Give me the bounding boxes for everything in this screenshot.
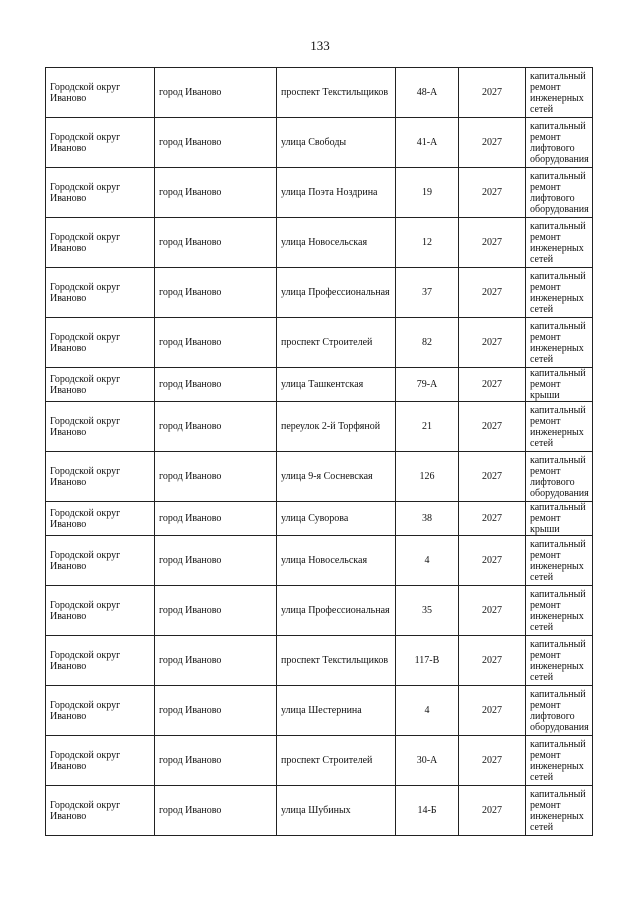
street-cell: переулок 2-й Торфяной (277, 402, 396, 452)
street-cell: улица Новосельская (277, 218, 396, 268)
house-cell: 4 (396, 536, 459, 586)
work-type-cell: капитальный ремонт инженерных сетей (526, 402, 593, 452)
house-cell: 41-А (396, 118, 459, 168)
street-cell: улица Ташкентская (277, 368, 396, 402)
year-cell: 2027 (459, 118, 526, 168)
table-row (46, 118, 593, 168)
city-cell: город Иваново (155, 268, 277, 318)
city-cell: город Иваново (155, 736, 277, 786)
work-type-cell: капитальный ремонт лифтового оборудования (526, 452, 593, 502)
house-cell: 4 (396, 686, 459, 736)
work-type-cell: капитальный ремонт крыши (526, 368, 593, 402)
city-cell: город Иваново (155, 118, 277, 168)
table-row (46, 368, 593, 402)
work-type-cell: капитальный ремонт крыши (526, 502, 593, 536)
work-type-cell: капитальный ремонт инженерных сетей (526, 586, 593, 636)
okrug-cell: Городской округ Иваново (46, 786, 155, 836)
work-type-cell: капитальный ремонт лифтового оборудования (526, 168, 593, 218)
city-cell: город Иваново (155, 502, 277, 536)
house-cell: 79-А (396, 368, 459, 402)
street-cell: проспект Текстильщиков (277, 636, 396, 686)
house-cell: 37 (396, 268, 459, 318)
house-cell: 35 (396, 586, 459, 636)
city-cell: город Иваново (155, 536, 277, 586)
work-type-cell: капитальный ремонт инженерных сетей (526, 318, 593, 368)
work-type-cell: капитальный ремонт инженерных сетей (526, 218, 593, 268)
street-cell: улица Профессиональная (277, 586, 396, 636)
table-row (46, 786, 593, 836)
year-cell: 2027 (459, 736, 526, 786)
year-cell: 2027 (459, 218, 526, 268)
okrug-cell: Городской округ Иваново (46, 368, 155, 402)
work-type-cell: капитальный ремонт лифтового оборудования (526, 686, 593, 736)
street-cell: улица Шубиных (277, 786, 396, 836)
year-cell: 2027 (459, 686, 526, 736)
city-cell: город Иваново (155, 368, 277, 402)
city-cell: город Иваново (155, 786, 277, 836)
table-row (46, 452, 593, 502)
table-row (46, 536, 593, 586)
page-number: 133 (310, 38, 330, 53)
okrug-cell: Городской округ Иваново (46, 168, 155, 218)
table-body (46, 68, 593, 836)
work-type-cell: капитальный ремонт лифтового оборудования (526, 118, 593, 168)
okrug-cell: Городской округ Иваново (46, 636, 155, 686)
okrug-cell: Городской округ Иваново (46, 218, 155, 268)
work-type-cell: капитальный ремонт инженерных сетей (526, 636, 593, 686)
work-type-cell: капитальный ремонт инженерных сетей (526, 268, 593, 318)
year-cell: 2027 (459, 502, 526, 536)
street-cell: улица Свободы (277, 118, 396, 168)
table-row (46, 586, 593, 636)
year-cell: 2027 (459, 536, 526, 586)
city-cell: город Иваново (155, 68, 277, 118)
table-row (46, 218, 593, 268)
table-row (46, 402, 593, 452)
okrug-cell: Городской округ Иваново (46, 586, 155, 636)
street-cell: улица Поэта Ноздрина (277, 168, 396, 218)
year-cell: 2027 (459, 402, 526, 452)
year-cell: 2027 (459, 268, 526, 318)
table-row (46, 636, 593, 686)
street-cell: улица Новосельская (277, 536, 396, 586)
year-cell: 2027 (459, 68, 526, 118)
street-cell: улица 9-я Сосневская (277, 452, 396, 502)
okrug-cell: Городской округ Иваново (46, 268, 155, 318)
street-cell: улица Шестернина (277, 686, 396, 736)
table-row (46, 68, 593, 118)
street-cell: улица Профессиональная (277, 268, 396, 318)
city-cell: город Иваново (155, 452, 277, 502)
house-cell: 117-В (396, 636, 459, 686)
house-cell: 126 (396, 452, 459, 502)
street-cell: проспект Строителей (277, 736, 396, 786)
city-cell: город Иваново (155, 636, 277, 686)
table-row (46, 502, 593, 536)
street-cell: проспект Текстильщиков (277, 68, 396, 118)
city-cell: город Иваново (155, 168, 277, 218)
house-cell: 19 (396, 168, 459, 218)
house-cell: 14-Б (396, 786, 459, 836)
house-cell: 38 (396, 502, 459, 536)
year-cell: 2027 (459, 586, 526, 636)
house-cell: 82 (396, 318, 459, 368)
year-cell: 2027 (459, 452, 526, 502)
table-row (46, 168, 593, 218)
okrug-cell: Городской округ Иваново (46, 536, 155, 586)
okrug-cell: Городской округ Иваново (46, 118, 155, 168)
year-cell: 2027 (459, 368, 526, 402)
table-row (46, 686, 593, 736)
work-type-cell: капитальный ремонт инженерных сетей (526, 736, 593, 786)
city-cell: город Иваново (155, 686, 277, 736)
work-type-cell: капитальный ремонт инженерных сетей (526, 68, 593, 118)
house-cell: 12 (396, 218, 459, 268)
city-cell: город Иваново (155, 218, 277, 268)
city-cell: город Иваново (155, 586, 277, 636)
okrug-cell: Городской округ Иваново (46, 318, 155, 368)
city-cell: город Иваново (155, 402, 277, 452)
house-cell: 30-А (396, 736, 459, 786)
work-type-cell: капитальный ремонт инженерных сетей (526, 536, 593, 586)
table-row (46, 318, 593, 368)
street-cell: улица Суворова (277, 502, 396, 536)
city-cell: город Иваново (155, 318, 277, 368)
okrug-cell: Городской округ Иваново (46, 502, 155, 536)
house-cell: 48-А (396, 68, 459, 118)
okrug-cell: Городской округ Иваново (46, 402, 155, 452)
year-cell: 2027 (459, 168, 526, 218)
okrug-cell: Городской округ Иваново (46, 736, 155, 786)
table-row (46, 268, 593, 318)
year-cell: 2027 (459, 786, 526, 836)
house-cell: 21 (396, 402, 459, 452)
okrug-cell: Городской округ Иваново (46, 452, 155, 502)
okrug-cell: Городской округ Иваново (46, 68, 155, 118)
okrug-cell: Городской округ Иваново (46, 686, 155, 736)
housing-repair-table (45, 67, 593, 836)
year-cell: 2027 (459, 318, 526, 368)
street-cell: проспект Строителей (277, 318, 396, 368)
table-row (46, 736, 593, 786)
year-cell: 2027 (459, 636, 526, 686)
work-type-cell: капитальный ремонт инженерных сетей (526, 786, 593, 836)
